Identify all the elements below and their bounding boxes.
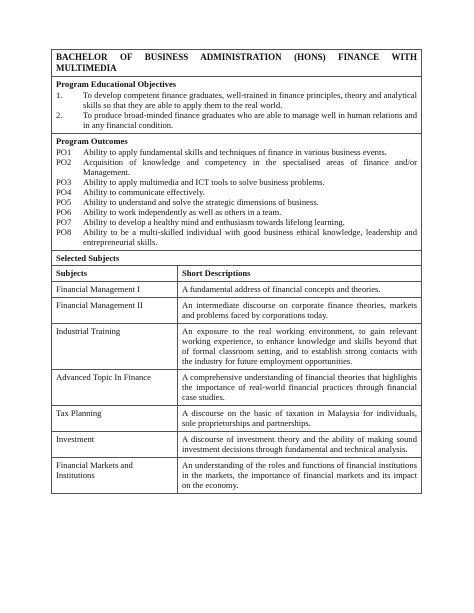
objective-number: 2. — [56, 110, 63, 120]
subject-description: An intermediate discourse on corporate finance theories, markets and problems faced by corporations today. — [178, 298, 422, 324]
subject-description: A discourse on the basic of taxation in Malaysia for individuals, sole proprietorships and partnerships. — [178, 406, 422, 432]
outcome-code: PO8 — [56, 227, 72, 237]
outcome-code: PO7 — [56, 217, 72, 227]
outcome-text: Ability to understand and solve the strategic dimensions of business. — [83, 197, 319, 207]
outcomes-section — [52, 134, 421, 251]
document-title: BACHELOR OF BUSINESS ADMINISTRATION (HONS) FINANCE WITH MULTIMEDIA — [52, 50, 421, 77]
subject-description: A fundamental address of financial concepts and theories. — [178, 282, 422, 298]
table-header-row — [52, 266, 421, 282]
outcome-code: PO1 — [56, 147, 72, 157]
column-header-descriptions: Short Descriptions — [178, 266, 422, 282]
outcome-code: PO4 — [56, 187, 72, 197]
table-row — [52, 406, 421, 432]
subject-description: A comprehensive understanding of financial theories that highlights the importance of real-world financial practices through financial case studies. — [178, 370, 422, 406]
subject-name: Advanced Topic In Finance — [52, 370, 178, 406]
outcome-item — [56, 147, 417, 157]
subject-name: Industrial Training — [52, 324, 178, 370]
subjects-section — [52, 251, 421, 493]
subjects-table — [52, 265, 421, 493]
outcome-text: Ability to work independently as well as others in a team. — [83, 207, 282, 217]
objective-number: 1. — [56, 90, 63, 100]
outcome-text: Ability to apply multimedia and ICT tools to solve business problems. — [83, 177, 325, 187]
outcome-text: Ability to develop a healthy mind and enthusiasm towards lifelong learning. — [83, 217, 345, 227]
subjects-heading: Selected Subjects — [56, 253, 120, 263]
subject-name: Tax Planning — [52, 406, 178, 432]
subject-description: An exposure to the real working environment, to gain relevant working experience, to enhance knowledge and skills beyond that of formal classroom setting, and to establish strong contacts with the industry for future employment opportunities. — [178, 324, 422, 370]
outcome-text: Ability to apply fundamental skills and techniques of finance in various business events. — [83, 147, 387, 157]
objective-text: To develop competent finance graduates, well-trained in finance principles, theory and analytical skills so that they are able to apply them to the real world. — [83, 90, 417, 110]
table-row — [52, 370, 421, 406]
objective-text: To produce broad-minded finance graduates who are able to manage well in human relations and in any financial condition. — [83, 110, 417, 130]
outcome-code: PO5 — [56, 197, 72, 207]
column-header-subjects: Subjects — [52, 266, 178, 282]
outcome-item — [56, 157, 417, 177]
objectives-section — [52, 77, 421, 134]
outcome-text: Acquisition of knowledge and competency in the specialised areas of finance and/or Management. — [83, 157, 417, 177]
outcome-item — [56, 227, 417, 247]
outcome-item — [56, 177, 417, 187]
outcome-item — [56, 217, 417, 227]
subject-name: Investment — [52, 432, 178, 458]
table-row — [52, 432, 421, 458]
outcome-item — [56, 207, 417, 217]
outcome-code: PO3 — [56, 177, 72, 187]
outcome-text: Ability to communicate effectively. — [83, 187, 205, 197]
objectives-heading: Program Educational Objectives — [56, 79, 177, 89]
objective-item — [56, 110, 417, 130]
table-row — [52, 324, 421, 370]
subject-name: Financial Management II — [52, 298, 178, 324]
table-row — [52, 282, 421, 298]
subject-description: A discourse of investment theory and the ability of making sound investment decisions through fundamental and technical analysis. — [178, 432, 422, 458]
outcome-text: Ability to be a multi-skilled individual with good business ethical knowledge, leadership and entrepreneurial skills. — [83, 227, 417, 247]
outcome-code: PO2 — [56, 157, 72, 167]
objective-item — [56, 90, 417, 110]
subject-description: An understanding of the roles and functions of financial institutions in the markets, the importance of financial markets and its impact on the economy. — [178, 458, 422, 494]
outcome-item — [56, 187, 417, 197]
program-document — [51, 49, 422, 494]
outcome-item — [56, 197, 417, 207]
outcome-code: PO6 — [56, 207, 72, 217]
subject-name: Financial Markets and Institutions — [52, 458, 178, 494]
outcomes-heading: Program Outcomes — [56, 136, 128, 146]
table-row — [52, 298, 421, 324]
subject-name: Financial Management I — [52, 282, 178, 298]
table-row — [52, 458, 421, 494]
